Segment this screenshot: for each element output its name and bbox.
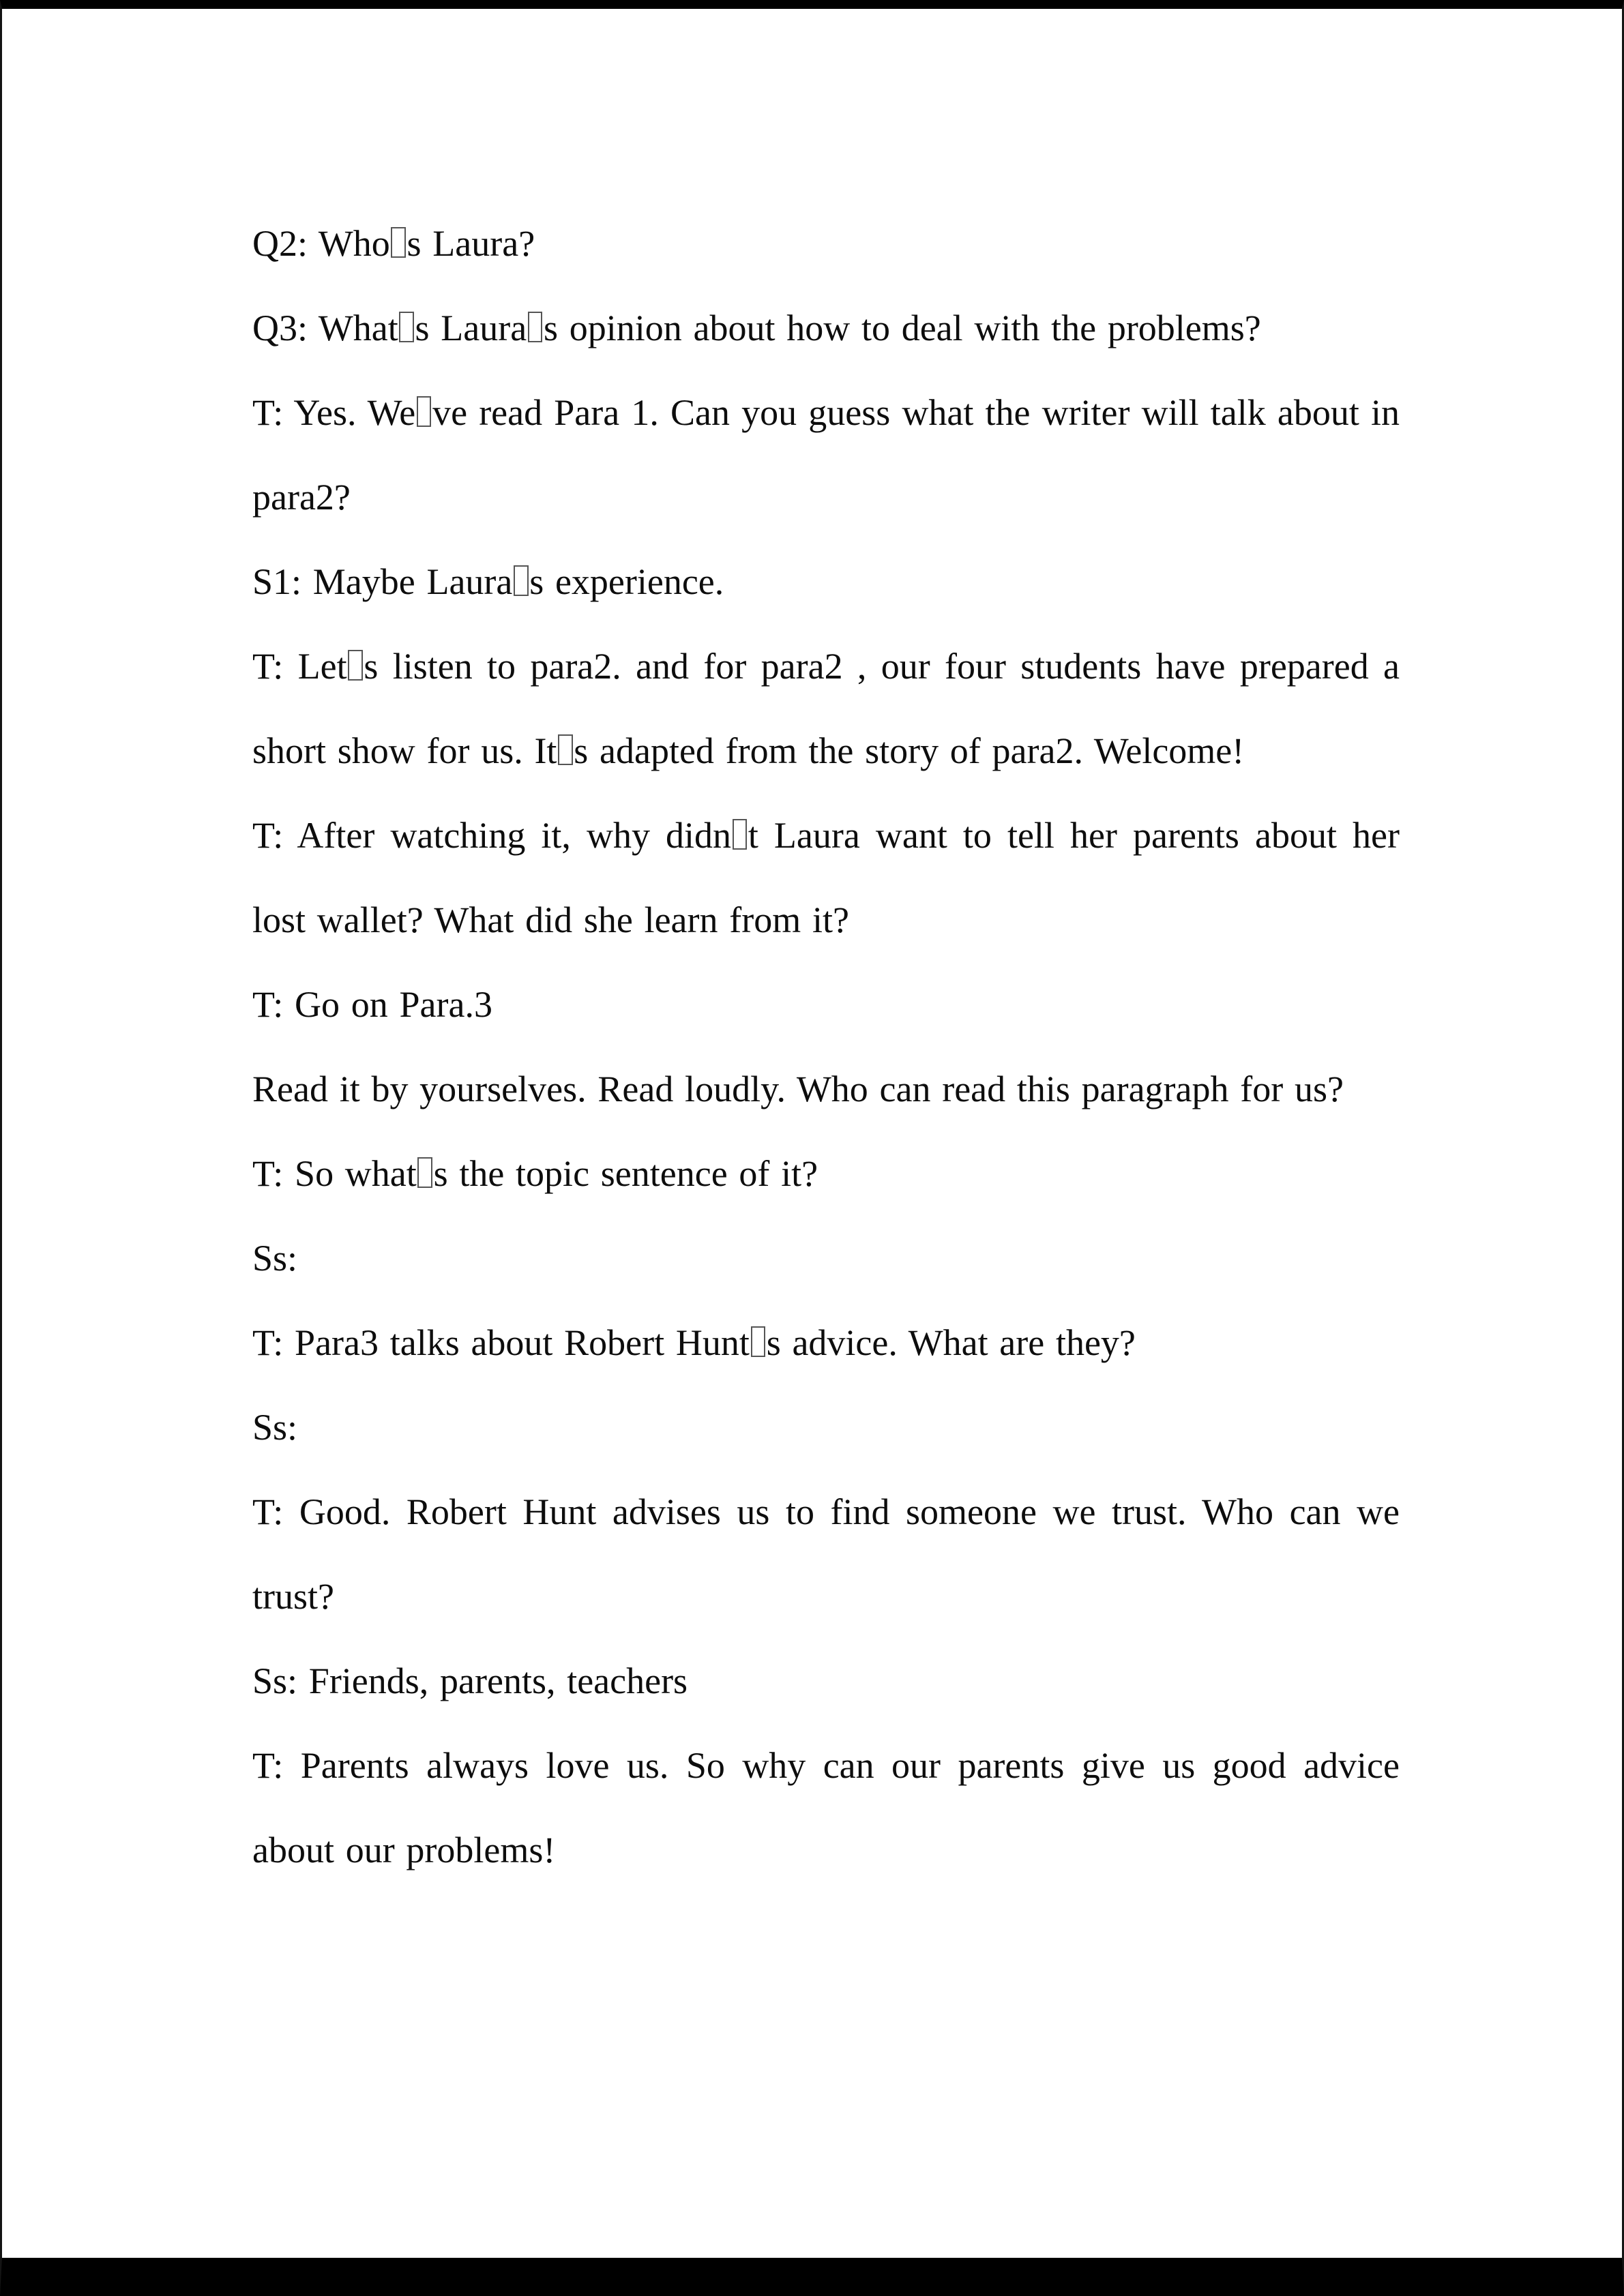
dialogue-line-teacher: T: Parents always love us. So why can our parents give us good advice about our problems! — [252, 1745, 1400, 1870]
dialogue-line-q3: Q3: What s Laura s opinion about how to deal with the problems? — [252, 308, 1261, 348]
dialogue-line-students: Ss: Friends, parents, teachers — [252, 1660, 688, 1701]
missing-glyph-box — [733, 819, 748, 850]
dialogue-line-teacher: T: Para3 talks about Robert Hunt s advice. What are they? — [252, 1322, 1136, 1363]
missing-glyph-box — [391, 227, 406, 258]
missing-glyph-box — [348, 650, 363, 681]
dialogue-line-teacher: T: Let s listen to para2. and for para2 , our four students have prepared a short show for us. It s adapted from the story of para2. Welcome! — [252, 646, 1400, 771]
dialogue-line-teacher: T: Go on Para.3 — [252, 984, 492, 1025]
dialogue-line-teacher: T: Good. Robert Hunt advises us to find someone we trust. Who can we trust? — [252, 1491, 1400, 1617]
dialogue-line-student1: S1: Maybe Laura s experience. — [252, 561, 724, 602]
dialogue-line-teacher: T: So what s the topic sentence of it? — [252, 1153, 818, 1194]
missing-glyph-box — [399, 312, 414, 342]
missing-glyph-box — [558, 734, 573, 765]
dialogue-line-students: Ss: — [252, 1407, 298, 1448]
dialogue-line-teacher: T: After watching it, why didn t Laura want to tell her parents about her lost wallet? What did she learn from it? — [252, 815, 1400, 940]
missing-glyph-box — [528, 312, 543, 342]
missing-glyph-box — [417, 1157, 432, 1188]
missing-glyph-box — [751, 1326, 766, 1357]
dialogue-line-q2: Q2: Who s Laura? — [252, 223, 535, 264]
dialogue-line-teacher: T: Yes. We ve read Para 1. Can you guess what the writer will talk about in para2? — [252, 392, 1400, 518]
missing-glyph-box — [514, 565, 529, 596]
dialogue-line-instruction: Read it by yourselves. Read loudly. Who can read this paragraph for us? — [252, 1069, 1344, 1109]
dialogue-line-students: Ss: — [252, 1238, 298, 1279]
missing-glyph-box — [417, 396, 432, 427]
document-body — [252, 201, 1400, 1892]
